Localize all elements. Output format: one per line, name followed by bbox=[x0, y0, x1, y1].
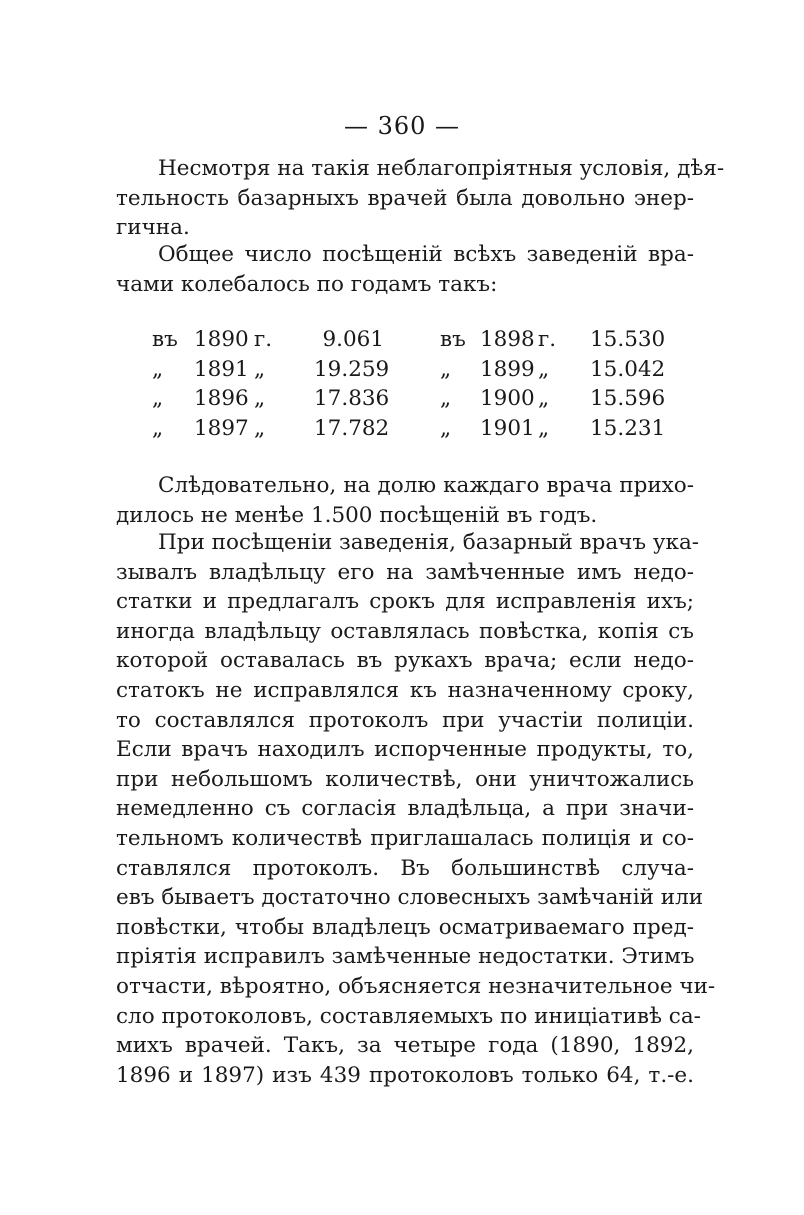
prefix-cell: „ bbox=[152, 415, 164, 441]
table-row bbox=[152, 325, 672, 355]
text-line: тельномъ количествѣ приглашалась полиція и со- bbox=[116, 825, 694, 851]
procedure-paragraph bbox=[116, 528, 716, 1090]
unit-cell: „ bbox=[254, 415, 266, 441]
table-row bbox=[152, 355, 672, 385]
prefix-cell: „ bbox=[440, 386, 452, 412]
unit-cell: „ bbox=[254, 356, 266, 382]
intro-paragraph bbox=[116, 154, 725, 243]
text-line: чами колебалось по годамъ такъ: bbox=[116, 271, 498, 297]
value-cell: 15.530 bbox=[590, 327, 666, 352]
text-line: повѣстки, чтобы владѣлецъ осматриваемаго пред- bbox=[116, 914, 694, 940]
text-line: статки и предлагалъ срокъ для исправленія ихъ; bbox=[116, 589, 694, 615]
text-line: при небольшомъ количествѣ, они уничтожались bbox=[116, 766, 694, 792]
unit-cell: г. bbox=[538, 327, 557, 352]
conclusion-paragraph bbox=[116, 471, 694, 530]
year-cell: 1899 bbox=[480, 356, 535, 382]
text-line: При посѣщеніи заведенія, базарный врачъ ука- bbox=[158, 530, 700, 555]
unit-cell: „ bbox=[538, 386, 550, 412]
value-cell: 15.231 bbox=[590, 415, 666, 441]
text-line: то составлялся протоколъ при участіи полиціи. bbox=[116, 707, 694, 733]
value-cell: 9.061 bbox=[322, 327, 384, 352]
year-cell: 1897 bbox=[194, 415, 249, 441]
text-line: пріятія исправилъ замѣченные недостатки. Этимъ bbox=[116, 944, 695, 970]
value-cell: 15.596 bbox=[590, 386, 666, 412]
text-line: сло протоколовъ, составляемыхъ по иниціативѣ са- bbox=[116, 1003, 701, 1029]
unit-cell: „ bbox=[538, 356, 550, 382]
text-line: дилось не менѣе 1.500 посѣщеній въ годъ. bbox=[116, 502, 598, 528]
text-line: статокъ не исправлялся къ назначенному сроку, bbox=[116, 677, 694, 703]
text-line: которой оставалась въ рукахъ врача; если недо- bbox=[116, 648, 694, 674]
text-line: иногда владѣльцу оставлялась повѣстка, копія съ bbox=[116, 618, 694, 644]
prefix-cell: въ bbox=[440, 327, 466, 352]
value-cell: 17.836 bbox=[314, 386, 390, 412]
text-line: Если врачъ находилъ испорченные продукты, то, bbox=[116, 737, 694, 763]
prefix-cell: „ bbox=[440, 415, 452, 441]
text-line: гична. bbox=[116, 215, 190, 241]
unit-cell: „ bbox=[254, 386, 266, 412]
text-line: ставлялся протоколъ. Въ большинствѣ случа- bbox=[116, 855, 694, 881]
year-cell: 1896 bbox=[194, 386, 249, 412]
text-line: михъ врачей. Такъ, за четыре года (1890, 1892, bbox=[116, 1033, 694, 1059]
text-line: зывалъ владѣльцу его на замѣченные имъ недо- bbox=[116, 559, 694, 585]
value-cell: 17.782 bbox=[314, 415, 390, 441]
text-line: евъ бываетъ достаточно словесныхъ замѣчаній или bbox=[116, 885, 704, 911]
visits-by-year-table bbox=[152, 325, 672, 443]
text-line: Несмотря на такія неблагопріятныя условія, дѣя- bbox=[158, 156, 725, 181]
year-cell: 1900 bbox=[480, 386, 535, 412]
year-cell: 1890 bbox=[194, 327, 249, 352]
text-line: тельность базарныхъ врачей была довольно энер- bbox=[116, 185, 694, 211]
unit-cell: г. bbox=[254, 327, 273, 352]
text-line: немедленно съ согласія владѣльца, а при значи- bbox=[116, 796, 694, 822]
table-row bbox=[152, 384, 672, 414]
page-number: — 360 — bbox=[343, 112, 461, 140]
year-cell: 1898 bbox=[480, 327, 535, 352]
text-line: Общее число посѣщеній всѣхъ заведеній вра- bbox=[158, 242, 694, 267]
text-line: отчасти, вѣроятно, объясняется незначительное чи- bbox=[116, 973, 716, 999]
prefix-cell: „ bbox=[152, 356, 164, 382]
unit-cell: „ bbox=[538, 415, 550, 441]
table-row bbox=[152, 414, 672, 444]
visits-intro-paragraph bbox=[116, 240, 694, 299]
text-line: Слѣдовательно, на долю каждаго врача прихо- bbox=[158, 473, 694, 498]
text-line: 1896 и 1897) изъ 439 протоколовъ только 64, т.-е. bbox=[116, 1062, 694, 1088]
value-cell: 15.042 bbox=[590, 356, 666, 382]
value-cell: 19.259 bbox=[314, 356, 390, 382]
year-cell: 1901 bbox=[480, 415, 535, 441]
prefix-cell: въ bbox=[152, 327, 178, 352]
prefix-cell: „ bbox=[440, 356, 452, 382]
prefix-cell: „ bbox=[152, 386, 164, 412]
year-cell: 1891 bbox=[194, 356, 249, 382]
